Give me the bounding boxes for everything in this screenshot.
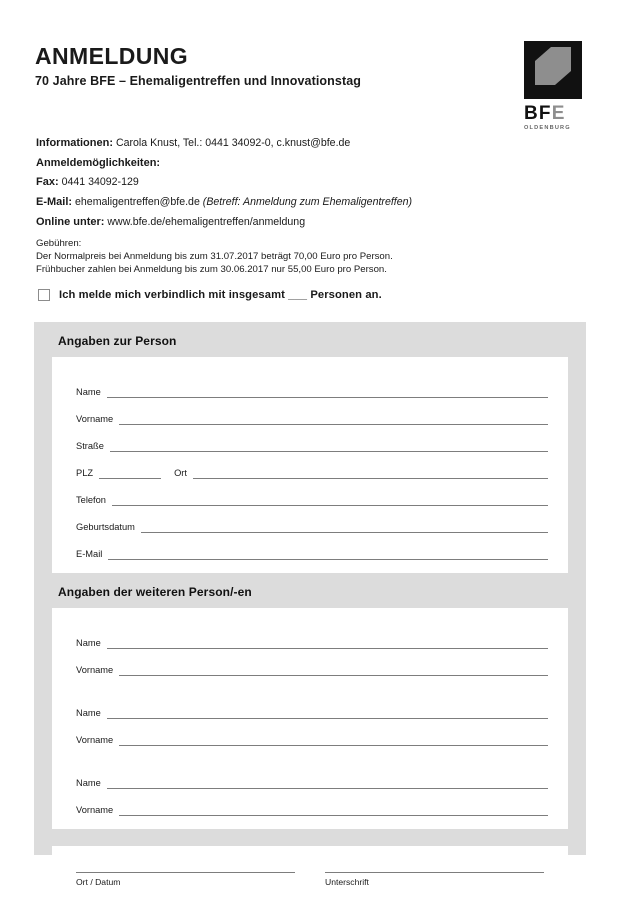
email-line — [36, 197, 536, 208]
fees-line-early: Frühbucher zahlen bei Anmeldung bis zum 30.06.2017 nur 55,00 Euro pro Person. — [36, 263, 387, 275]
bfe-logo — [524, 41, 586, 131]
field-label-name: Name — [76, 386, 101, 397]
field-label-name-3: Name — [76, 707, 101, 718]
fax-value: 0441 34092-129 — [61, 176, 139, 188]
form-panel — [34, 322, 586, 887]
signature-label-place-date: Ort / Datum — [76, 877, 121, 887]
field-label-name-4: Name — [76, 777, 101, 788]
online-line — [36, 217, 536, 228]
methods-label: Anmeldemöglichkeiten: — [36, 157, 161, 169]
field-row-vorname[interactable] — [52, 398, 568, 425]
field-label-geburtsdatum: Geburtsdatum — [76, 521, 135, 532]
signature-field-signature[interactable] — [325, 872, 544, 887]
email-value: ehemaligentreffen@bfe.de — [75, 196, 200, 208]
field-input-name[interactable] — [107, 386, 548, 398]
page-title: ANMELDUNG — [35, 43, 189, 69]
field-row-vorname-3[interactable] — [52, 719, 568, 746]
field-row-name-2[interactable] — [52, 622, 568, 649]
field-label-email: E-Mail — [76, 548, 103, 559]
signature-line-place-date[interactable] — [76, 872, 295, 873]
fax-label: Fax: — [36, 176, 59, 188]
field-row-telefon[interactable] — [52, 479, 568, 506]
methods-heading — [36, 158, 536, 169]
field-label-vorname-4: Vorname — [76, 804, 114, 815]
field-input-ort[interactable] — [193, 467, 548, 479]
info-block — [36, 138, 536, 237]
online-label: Online unter: — [36, 216, 105, 228]
document-header — [35, 44, 505, 88]
contact-value: Carola Knust, Tel.: 0441 34092-0, c.knust@bfe.de — [115, 137, 351, 149]
field-label-vorname-2: Vorname — [76, 664, 114, 675]
field-input-vorname-4[interactable] — [119, 804, 548, 816]
email-note: (Betreff: Anmeldung zum Ehemaligentreffen) — [202, 196, 413, 208]
field-label-name-2: Name — [76, 637, 101, 648]
section-heading-additional: Angaben der weiteren Person/-en — [58, 585, 252, 599]
fees-heading: Gebühren: — [36, 238, 82, 249]
group-spacer — [52, 746, 568, 762]
field-input-plz[interactable] — [99, 467, 161, 479]
field-input-strasse[interactable] — [110, 440, 548, 452]
field-row-name[interactable] — [52, 371, 568, 398]
section-heading-person: Angaben zur Person — [58, 334, 177, 348]
section-fields-person — [52, 357, 568, 573]
page-subtitle: 70 Jahre BFE – Ehemaligentreffen und Innovationstag — [35, 74, 361, 89]
fees-line-normal: Der Normalpreis bei Anmeldung bis zum 31.07.2017 beträgt 70,00 Euro pro Person. — [36, 250, 393, 262]
field-row-plz-ort[interactable] — [52, 452, 568, 479]
logo-subtext: OLDENBURG — [524, 125, 571, 131]
signature-line-signature[interactable] — [325, 872, 544, 873]
field-input-name-4[interactable] — [107, 777, 548, 789]
field-row-email[interactable] — [52, 533, 568, 560]
field-input-name-3[interactable] — [107, 707, 548, 719]
section-fields-additional — [52, 608, 568, 829]
field-input-vorname-2[interactable] — [119, 664, 548, 676]
field-label-plz: PLZ — [76, 467, 94, 478]
field-input-name-2[interactable] — [107, 637, 548, 649]
logo-wordmark — [524, 104, 586, 123]
field-input-telefon[interactable] — [112, 494, 548, 506]
fax-line — [36, 177, 536, 188]
field-input-vorname-3[interactable] — [119, 734, 548, 746]
field-row-strasse[interactable] — [52, 425, 568, 452]
field-label-vorname: Vorname — [76, 413, 114, 424]
signature-box — [52, 846, 568, 896]
logo-wordmark-light: E — [551, 103, 566, 124]
logo-mark-icon — [524, 41, 582, 99]
field-label-ort: Ort — [174, 467, 187, 478]
contact-label: Informationen: — [36, 137, 113, 149]
field-label-vorname-3: Vorname — [76, 734, 114, 745]
group-spacer — [52, 676, 568, 692]
online-value: www.bfe.de/ehemaligentreffen/anmeldung — [107, 216, 306, 228]
declaration-row[interactable] — [38, 289, 382, 301]
signature-label-signature: Unterschrift — [325, 877, 369, 887]
logo-wordmark-dark: BF — [524, 103, 552, 124]
field-label-strasse: Straße — [76, 440, 104, 451]
fees-block — [36, 238, 556, 277]
declaration-checkbox[interactable] — [38, 289, 50, 301]
contact-line — [36, 138, 536, 149]
field-row-vorname-4[interactable] — [52, 789, 568, 816]
field-row-name-3[interactable] — [52, 692, 568, 719]
email-label: E-Mail: — [36, 196, 73, 208]
field-row-vorname-2[interactable] — [52, 649, 568, 676]
field-input-vorname[interactable] — [119, 413, 548, 425]
declaration-label: Ich melde mich verbindlich mit insgesamt ___ Personen an. — [59, 289, 382, 301]
field-row-geburtsdatum[interactable] — [52, 506, 568, 533]
signature-field-place-date[interactable] — [76, 872, 295, 887]
field-label-telefon: Telefon — [76, 494, 106, 505]
field-row-name-4[interactable] — [52, 762, 568, 789]
field-input-geburtsdatum[interactable] — [141, 521, 548, 533]
field-input-email[interactable] — [108, 548, 548, 560]
